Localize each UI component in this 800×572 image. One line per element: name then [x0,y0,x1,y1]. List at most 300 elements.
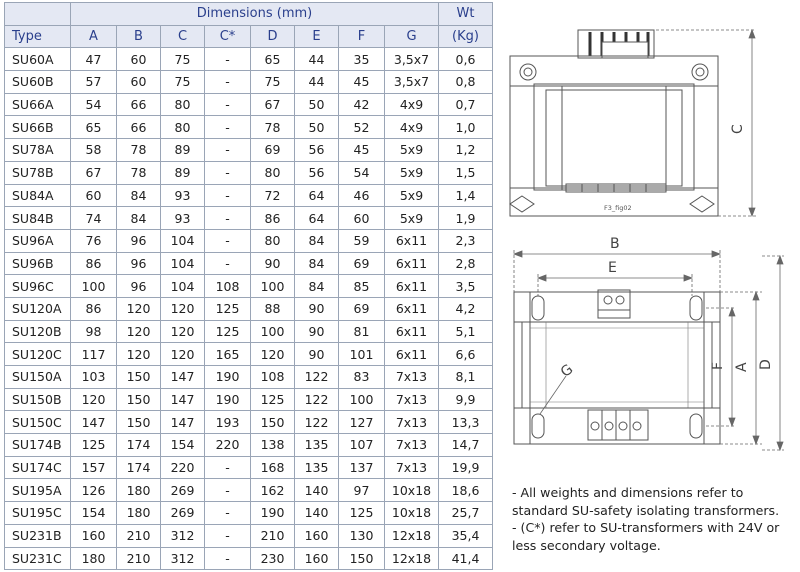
table-row [5,524,493,547]
value-cell: 3,5 [439,275,493,298]
col-header-g: G [385,25,439,48]
top-winding [522,322,712,408]
value-cell: 154 [161,434,205,457]
value-cell: 100 [339,388,385,411]
value-cell: 150 [117,388,161,411]
value-cell: 64 [295,207,339,230]
value-cell: 12x18 [385,547,439,570]
value-cell: 103 [71,366,117,389]
col-header-f: F [339,25,385,48]
side-mount-hole-tr-inner [696,68,704,76]
value-cell: 6x11 [385,297,439,320]
value-cell: 41,4 [439,547,493,570]
value-cell: 5x9 [385,139,439,162]
value-cell: 135 [295,456,339,479]
value-cell: 88 [251,297,295,320]
value-cell: 76 [71,229,117,252]
type-cell: SU78B [5,161,71,184]
col-header-d: D [251,25,295,48]
value-cell: 84 [295,275,339,298]
value-cell: 80 [251,229,295,252]
col-header-e: E [295,25,339,48]
header-blank-cell [5,3,71,26]
value-cell: 50 [295,116,339,139]
dim-b-label: B [610,236,620,252]
type-cell: SU150B [5,388,71,411]
type-cell: SU96A [5,229,71,252]
value-cell: 75 [161,71,205,94]
col-header-type: Type [5,25,71,48]
value-cell: 67 [71,161,117,184]
top-slot-tr [690,296,702,320]
value-cell: 140 [295,502,339,525]
value-cell: 1,0 [439,116,493,139]
value-cell: 52 [339,116,385,139]
value-cell: 140 [295,479,339,502]
value-cell: 14,7 [439,434,493,457]
side-core-inner [546,90,682,186]
value-cell: - [205,229,251,252]
value-cell: 65 [71,116,117,139]
value-cell: 150 [339,547,385,570]
top-view-svg [506,234,786,456]
value-cell: 122 [295,411,339,434]
value-cell: 84 [117,207,161,230]
table-row [5,479,493,502]
value-cell: 69 [251,139,295,162]
value-cell: 104 [161,275,205,298]
value-cell: 69 [339,297,385,320]
value-cell: 312 [161,524,205,547]
value-cell: 85 [339,275,385,298]
footnote-c-star: - (C*) refer to SU-transformers with 24V or less secondary voltage. [512,520,780,553]
value-cell: 45 [339,71,385,94]
value-cell: 125 [71,434,117,457]
value-cell: 44 [295,48,339,71]
value-cell: 4x9 [385,116,439,139]
value-cell: 90 [295,297,339,320]
value-cell: 165 [205,343,251,366]
value-cell: 138 [251,434,295,457]
value-cell: 120 [161,320,205,343]
value-cell: 10x18 [385,479,439,502]
value-cell: - [205,71,251,94]
dim-c-label: C [730,124,746,134]
value-cell: 120 [251,343,295,366]
value-cell: 120 [161,297,205,320]
value-cell: 35,4 [439,524,493,547]
value-cell: 210 [117,524,161,547]
table-body [5,48,493,570]
value-cell: 2,8 [439,252,493,275]
value-cell: 58 [71,139,117,162]
value-cell: 101 [339,343,385,366]
table-row [5,207,493,230]
table-row [5,547,493,570]
value-cell: 45 [339,139,385,162]
value-cell: 147 [71,411,117,434]
top-slot-tl [532,296,544,320]
value-cell: 5x9 [385,161,439,184]
top-slot-bl [532,414,544,438]
value-cell: - [205,252,251,275]
value-cell: - [205,48,251,71]
top-core-outline [530,292,704,444]
value-cell: 122 [295,388,339,411]
value-cell: 93 [161,207,205,230]
type-cell: SU120A [5,297,71,320]
value-cell: 60 [117,71,161,94]
value-cell: 126 [71,479,117,502]
table-row [5,93,493,116]
top-terminal-screw-2 [616,296,624,304]
value-cell: 6x11 [385,343,439,366]
value-cell: 80 [161,93,205,116]
type-cell: SU174B [5,434,71,457]
table-row [5,229,493,252]
value-cell: 104 [161,229,205,252]
value-cell: 150 [117,411,161,434]
table-row [5,297,493,320]
table-row [5,456,493,479]
type-cell: SU84A [5,184,71,207]
side-mount-hole-br [690,196,714,212]
value-cell: 160 [295,547,339,570]
value-cell: 157 [71,456,117,479]
dimensions-table [4,2,493,570]
value-cell: 86 [251,207,295,230]
value-cell: 107 [339,434,385,457]
value-cell: 122 [295,366,339,389]
group-header-row [5,3,493,26]
value-cell: 104 [161,252,205,275]
value-cell: - [205,479,251,502]
value-cell: 135 [295,434,339,457]
value-cell: 168 [251,456,295,479]
value-cell: 75 [161,48,205,71]
value-cell: 93 [161,184,205,207]
value-cell: 3,5x7 [385,48,439,71]
dim-a-label: A [734,362,750,372]
value-cell: - [205,547,251,570]
value-cell: 0,6 [439,48,493,71]
value-cell: 174 [117,456,161,479]
value-cell: 13,3 [439,411,493,434]
side-core [534,84,694,190]
value-cell: 269 [161,479,205,502]
top-terminal-screw-1 [604,296,612,304]
table-row [5,343,493,366]
value-cell: 190 [251,502,295,525]
side-mount-hole-tr [692,64,708,80]
value-cell: 150 [251,411,295,434]
value-cell: 50 [295,93,339,116]
value-cell: 120 [71,388,117,411]
value-cell: 97 [339,479,385,502]
value-cell: 54 [71,93,117,116]
value-cell: 269 [161,502,205,525]
type-cell: SU120C [5,343,71,366]
value-cell: - [205,139,251,162]
top-frame-outline [514,292,720,444]
weight-group-header: Wt [439,3,493,26]
value-cell: 193 [205,411,251,434]
value-cell: 7x13 [385,388,439,411]
value-cell: 147 [161,411,205,434]
value-cell: 210 [251,524,295,547]
value-cell: 174 [117,434,161,457]
value-cell: 137 [339,456,385,479]
value-cell: 180 [117,479,161,502]
table-row [5,275,493,298]
type-cell: SU66A [5,93,71,116]
value-cell: 7x13 [385,434,439,457]
value-cell: 1,2 [439,139,493,162]
column-header-row [5,25,493,48]
value-cell: 66 [117,93,161,116]
col-header-c-star: C* [205,25,251,48]
value-cell: 6x11 [385,252,439,275]
value-cell: 9,9 [439,388,493,411]
value-cell: 0,7 [439,93,493,116]
value-cell: 25,7 [439,502,493,525]
value-cell: 84 [295,229,339,252]
value-cell: - [205,116,251,139]
top-winding-hatch [530,322,704,408]
value-cell: 3,5x7 [385,71,439,94]
value-cell: 7x13 [385,366,439,389]
value-cell: 66 [117,116,161,139]
value-cell: 220 [161,456,205,479]
value-cell: 125 [251,388,295,411]
value-cell: 80 [161,116,205,139]
top-view-drawing [506,234,786,456]
value-cell: 180 [71,547,117,570]
value-cell: 90 [295,343,339,366]
table-row [5,366,493,389]
value-cell: 100 [251,275,295,298]
value-cell: 96 [117,275,161,298]
value-cell: 56 [295,161,339,184]
value-cell: 6x11 [385,229,439,252]
value-cell: 2,3 [439,229,493,252]
value-cell: 72 [251,184,295,207]
value-cell: 130 [339,524,385,547]
value-cell: 180 [117,502,161,525]
value-cell: 46 [339,184,385,207]
value-cell: 75 [251,71,295,94]
value-cell: 125 [205,320,251,343]
footnote-weights: - All weights and dimensions refer to standard SU-safety isolating transformers. [512,485,780,518]
value-cell: 7x13 [385,411,439,434]
value-cell: 69 [339,252,385,275]
value-cell: 120 [117,297,161,320]
value-cell: 64 [295,184,339,207]
col-header-weight: (Kg) [439,25,493,48]
value-cell: 78 [117,161,161,184]
value-cell: 100 [251,320,295,343]
value-cell: - [205,184,251,207]
side-view-svg [506,24,768,236]
value-cell: 1,4 [439,184,493,207]
value-cell: 78 [251,116,295,139]
table-row [5,320,493,343]
value-cell: 86 [71,297,117,320]
value-cell: - [205,93,251,116]
value-cell: - [205,161,251,184]
value-cell: 5x9 [385,184,439,207]
value-cell: 80 [251,161,295,184]
value-cell: 125 [205,297,251,320]
top-lower-clamp [514,408,720,444]
table-row [5,411,493,434]
side-upper-bracket [510,56,718,86]
value-cell: 117 [71,343,117,366]
value-cell: 120 [117,343,161,366]
value-cell: 86 [71,252,117,275]
table-row [5,116,493,139]
type-cell: SU60B [5,71,71,94]
table-row [5,184,493,207]
value-cell: 10x18 [385,502,439,525]
value-cell: 12x18 [385,524,439,547]
table-row [5,434,493,457]
value-cell: 210 [117,547,161,570]
value-cell: 162 [251,479,295,502]
col-header-a: A [71,25,117,48]
table-row [5,252,493,275]
table-row [5,161,493,184]
value-cell: 154 [71,502,117,525]
value-cell: 96 [117,252,161,275]
value-cell: 84 [117,184,161,207]
type-cell: SU231C [5,547,71,570]
type-cell: SU78A [5,139,71,162]
value-cell: 125 [339,502,385,525]
value-cell: 127 [339,411,385,434]
value-cell: 4x9 [385,93,439,116]
value-cell: 0,8 [439,71,493,94]
value-cell: 4,2 [439,297,493,320]
table-row [5,139,493,162]
top-terminal-upper [598,290,630,318]
value-cell: 120 [117,320,161,343]
type-cell: SU66B [5,116,71,139]
col-header-c: C [161,25,205,48]
value-cell: 84 [295,252,339,275]
value-cell: 5x9 [385,207,439,230]
type-cell: SU96B [5,252,71,275]
value-cell: 19,9 [439,456,493,479]
value-cell: 100 [71,275,117,298]
dim-g-label: G [557,361,577,381]
value-cell: 220 [205,434,251,457]
value-cell: 47 [71,48,117,71]
type-cell: SU96C [5,275,71,298]
top-slot-br [690,414,702,438]
value-cell: 54 [339,161,385,184]
value-cell: 35 [339,48,385,71]
dimensions-group-header: Dimensions (mm) [71,3,439,26]
footnotes [512,484,796,554]
value-cell: 312 [161,547,205,570]
value-cell: 147 [161,366,205,389]
type-cell: SU150C [5,411,71,434]
value-cell: 98 [71,320,117,343]
value-cell: - [205,502,251,525]
side-view-drawing [506,24,768,236]
side-mount-hole-tl-inner [524,68,532,76]
value-cell: 6x11 [385,275,439,298]
value-cell: - [205,456,251,479]
dim-e-line [538,274,692,296]
value-cell: 96 [117,229,161,252]
side-mount-hole-bl [510,196,534,212]
value-cell: 60 [71,184,117,207]
value-cell: 65 [251,48,295,71]
value-cell: 81 [339,320,385,343]
value-cell: - [205,207,251,230]
dim-e-label: E [608,260,617,276]
value-cell: 83 [339,366,385,389]
value-cell: 89 [161,161,205,184]
value-cell: 6,6 [439,343,493,366]
value-cell: 160 [71,524,117,547]
value-cell: 150 [117,366,161,389]
table-row [5,48,493,71]
value-cell: 42 [339,93,385,116]
type-cell: SU174C [5,456,71,479]
value-cell: 160 [295,524,339,547]
table-row [5,502,493,525]
value-cell: 59 [339,229,385,252]
value-cell: 120 [161,343,205,366]
value-cell: 90 [295,320,339,343]
table-row [5,71,493,94]
value-cell: 1,5 [439,161,493,184]
value-cell: 190 [205,388,251,411]
top-terminal-lower [588,410,648,440]
side-mount-hole-tl [520,64,536,80]
value-cell: 74 [71,207,117,230]
value-cell: 56 [295,139,339,162]
dim-d-line [762,256,784,450]
value-cell: 78 [117,139,161,162]
type-cell: SU84B [5,207,71,230]
dim-f-label: F [710,361,726,370]
type-cell: SU195C [5,502,71,525]
dim-d-label: D [758,359,774,370]
value-cell: 89 [161,139,205,162]
value-cell: 230 [251,547,295,570]
type-cell: SU231B [5,524,71,547]
type-cell: SU195A [5,479,71,502]
value-cell: 190 [205,366,251,389]
value-cell: 5,1 [439,320,493,343]
value-cell: 60 [339,207,385,230]
value-cell: 90 [251,252,295,275]
type-cell: SU60A [5,48,71,71]
value-cell: 57 [71,71,117,94]
value-cell: 147 [161,388,205,411]
value-cell: 44 [295,71,339,94]
side-view-tag: F3_fig02 [604,204,632,212]
col-header-b: B [117,25,161,48]
value-cell: 7x13 [385,456,439,479]
value-cell: 67 [251,93,295,116]
value-cell: 108 [205,275,251,298]
value-cell: 60 [117,48,161,71]
